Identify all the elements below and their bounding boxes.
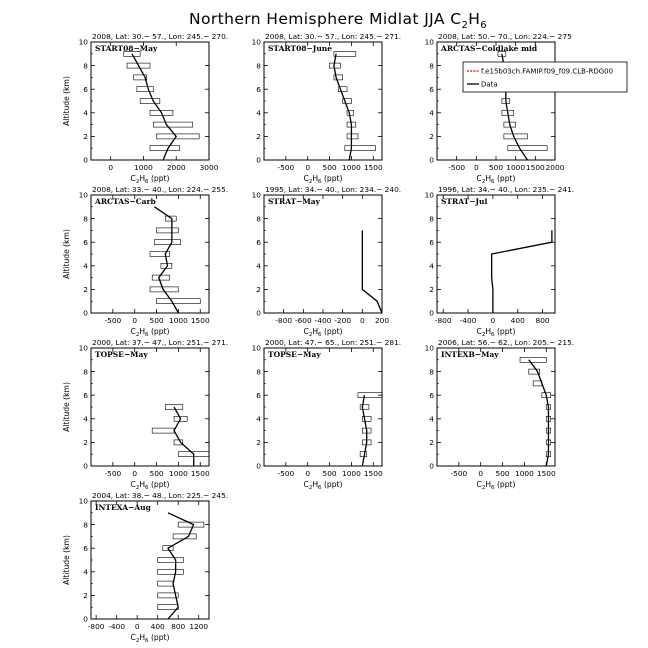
panel-header: 2006, Lat: 56.− 62., Lon: 205.− 215. xyxy=(438,338,575,347)
x-tick-label: -800 xyxy=(275,316,293,325)
x-axis-label-part: C xyxy=(130,327,136,336)
y-tick-label: 6 xyxy=(429,390,434,400)
data-profile-line xyxy=(174,407,194,466)
y-tick-label: 2 xyxy=(83,591,88,601)
data-profile-line xyxy=(334,54,351,160)
x-tick-label: 1000 xyxy=(342,163,361,172)
x-axis-label-part: (ppt) xyxy=(148,174,170,183)
range-bar xyxy=(360,405,369,410)
x-tick-label: 500 xyxy=(149,316,164,325)
x-axis-label-part: (ppt) xyxy=(494,480,516,489)
x-axis-label-part: H xyxy=(139,327,146,336)
x-tick-label: 0 xyxy=(359,316,365,325)
x-axis-label-part: H xyxy=(312,327,319,336)
panel-header: 2004, Lat: 38.− 48., Lon: 225.− 245. xyxy=(92,491,229,500)
x-tick-label: 800 xyxy=(535,316,550,325)
y-axis-label: Altitude (km) xyxy=(62,535,71,585)
x-axis-label-part: H xyxy=(485,480,492,489)
y-tick-label: 8 xyxy=(83,520,88,530)
x-axis-label-part: 2 xyxy=(308,332,313,338)
range-bar xyxy=(330,63,341,68)
panels-container xyxy=(62,32,627,644)
plot-frame xyxy=(91,348,209,466)
y-tick-label: 2 xyxy=(83,285,88,295)
x-axis-label xyxy=(131,174,170,185)
y-tick-label: 2 xyxy=(256,285,261,295)
x-axis-label xyxy=(477,174,516,185)
range-bar xyxy=(504,134,528,139)
legend-model-label: f.e15b03ch.FAMIP.f09_f09.CLB-RDG00 xyxy=(481,67,614,76)
y-tick-label: 6 xyxy=(429,237,434,247)
y-tick-label: 6 xyxy=(83,237,88,247)
range-bar xyxy=(345,146,376,151)
panel-3 xyxy=(62,185,228,338)
x-axis-label-part: 6 xyxy=(491,332,495,338)
x-tick-label: 0 xyxy=(473,163,479,172)
x-axis-label-part: C xyxy=(476,480,482,489)
panel-header: 2000, Lat: 37.− 47., Lon: 251.− 271. xyxy=(92,338,229,347)
y-tick-label: 2 xyxy=(429,132,434,142)
figure-title: Northern Hemisphere Midlat JJA $C_2H_6$ xyxy=(188,10,488,31)
y-tick-label: 0 xyxy=(256,461,261,471)
campaign-label: ARCTAS−Coldlake mid xyxy=(441,44,538,53)
x-tick-label: 400 xyxy=(510,316,525,325)
x-tick-label: 1500 xyxy=(363,163,383,172)
plot-frame xyxy=(91,501,209,619)
campaign-label: ARCTAS−Carb xyxy=(95,197,156,206)
x-axis-label-part: H xyxy=(485,327,492,336)
x-tick-label: 1000 xyxy=(342,469,361,478)
y-tick-label: 0 xyxy=(429,308,434,318)
y-tick-label: 6 xyxy=(83,84,88,94)
x-tick-label: 1000 xyxy=(169,469,188,478)
x-axis-label-part: 6 xyxy=(145,179,149,185)
y-tick-label: 10 xyxy=(251,37,261,47)
y-axis-label: Altitude (km) xyxy=(62,229,71,279)
y-tick-label: 0 xyxy=(429,155,434,165)
panel-header: 2008, Lat: 30.− 57., Lon: 245.− 270. xyxy=(92,32,229,41)
x-axis-label-part: 6 xyxy=(491,485,495,491)
x-axis-label-part: (ppt) xyxy=(148,633,170,642)
x-axis-label-part: C xyxy=(476,327,482,336)
x-tick-label: -600 xyxy=(294,316,312,325)
y-tick-label: 8 xyxy=(83,367,88,377)
x-axis-label xyxy=(304,174,343,185)
x-tick-label: 500 xyxy=(322,163,337,172)
x-tick-label: -500 xyxy=(277,469,295,478)
y-tick-label: 4 xyxy=(429,108,434,118)
x-tick-label: -500 xyxy=(104,316,122,325)
x-tick-label: -400 xyxy=(459,316,477,325)
x-axis-label-part: 6 xyxy=(145,485,149,491)
y-tick-label: 0 xyxy=(83,461,88,471)
panel-header: 1995, Lat: 34.− 40., Lon: 234.− 240. xyxy=(265,185,402,194)
y-tick-label: 2 xyxy=(429,438,434,448)
y-tick-label: 6 xyxy=(256,237,261,247)
y-tick-label: 10 xyxy=(78,190,88,200)
range-bar xyxy=(157,299,201,304)
range-bar xyxy=(157,228,179,233)
y-tick-label: 0 xyxy=(429,461,434,471)
range-bar xyxy=(360,452,367,457)
y-tick-label: 4 xyxy=(256,108,261,118)
x-tick-label: 3000 xyxy=(199,163,219,172)
x-axis-label-part: (ppt) xyxy=(321,327,343,336)
campaign-label: STRAT−Jul xyxy=(441,197,488,206)
range-bar xyxy=(158,558,184,563)
range-bar xyxy=(152,275,169,280)
campaign-label: START08−June xyxy=(268,44,333,53)
campaign-label: STRAT−May xyxy=(268,197,321,206)
y-tick-label: 8 xyxy=(429,61,434,71)
panel-header: 2008, Lat: 30.− 57., Lon: 245.− 271. xyxy=(265,32,402,41)
plot-frame xyxy=(437,348,555,466)
y-tick-label: 4 xyxy=(83,567,88,577)
x-axis-label-part: H xyxy=(312,480,319,489)
y-tick-label: 8 xyxy=(256,214,261,224)
range-bar xyxy=(158,581,173,586)
y-tick-label: 6 xyxy=(256,84,261,94)
y-tick-label: 0 xyxy=(83,155,88,165)
x-tick-label: 200 xyxy=(374,316,390,325)
y-tick-label: 4 xyxy=(429,414,434,424)
y-tick-label: 10 xyxy=(424,190,434,200)
range-bar xyxy=(158,569,184,574)
y-tick-label: 4 xyxy=(83,414,88,424)
x-axis-label-part: C xyxy=(130,174,136,183)
x-tick-label: 0 xyxy=(134,622,140,631)
x-axis-label-part: (ppt) xyxy=(148,480,170,489)
x-axis-label-part: H xyxy=(139,633,146,642)
x-axis-label-part: H xyxy=(139,480,146,489)
x-tick-label: -500 xyxy=(448,163,466,172)
y-axis-label: Altitude (km) xyxy=(62,382,71,432)
x-axis-label-part: 2 xyxy=(308,485,313,491)
plot-frame xyxy=(91,42,209,160)
range-bar xyxy=(347,134,358,139)
x-tick-label: -800 xyxy=(434,316,452,325)
panel-7 xyxy=(252,338,402,491)
y-tick-label: 10 xyxy=(424,343,434,353)
x-tick-label: 500 xyxy=(149,469,164,478)
x-tick-label: 0 xyxy=(478,469,484,478)
x-axis-label-part: C xyxy=(303,174,309,183)
x-tick-label: 800 xyxy=(171,622,186,631)
x-tick-label: 0 xyxy=(132,316,138,325)
panel-header: 2008, Lat: 33.− 40., Lon: 224.− 255. xyxy=(92,185,229,194)
x-axis-label-part: 6 xyxy=(491,179,495,185)
y-tick-label: 2 xyxy=(429,285,434,295)
y-tick-label: 8 xyxy=(256,61,261,71)
x-tick-label: 1000 xyxy=(169,316,188,325)
y-tick-label: 2 xyxy=(83,132,88,142)
x-axis-label xyxy=(131,480,170,491)
y-tick-label: 10 xyxy=(424,37,434,47)
plot-frame xyxy=(437,42,555,160)
panel-0 xyxy=(62,32,228,185)
range-bar xyxy=(150,146,180,151)
x-axis-label-part: 2 xyxy=(481,332,486,338)
x-tick-label: -500 xyxy=(277,163,295,172)
x-axis-label-part: H xyxy=(312,174,319,183)
x-axis-label-part: 2 xyxy=(481,485,486,491)
panel-5 xyxy=(425,185,575,338)
x-tick-label: -400 xyxy=(314,316,332,325)
x-axis-label xyxy=(131,633,170,644)
data-profile-line xyxy=(132,54,176,160)
plot-frame xyxy=(437,195,555,313)
y-tick-label: 2 xyxy=(83,438,88,448)
campaign-label: INTEXB−May xyxy=(441,350,499,359)
y-tick-label: 0 xyxy=(83,308,88,318)
x-axis-label-part: 6 xyxy=(318,332,322,338)
plot-frame xyxy=(264,348,382,466)
range-bar xyxy=(152,428,174,433)
y-tick-label: 2 xyxy=(256,132,261,142)
y-tick-label: 6 xyxy=(256,390,261,400)
y-tick-label: 10 xyxy=(251,190,261,200)
panel-header: 2000, Lat: 47.− 65., Lon: 251.− 281. xyxy=(265,338,402,347)
x-axis-label xyxy=(477,327,516,338)
x-tick-label: 0 xyxy=(132,469,138,478)
range-bar xyxy=(154,240,180,245)
x-axis-label-part: 2 xyxy=(135,638,140,644)
x-tick-label: 1500 xyxy=(363,469,383,478)
plot-frame xyxy=(264,195,382,313)
x-tick-label: 1000 xyxy=(134,163,153,172)
x-tick-label: 400 xyxy=(150,622,165,631)
x-tick-label: 1000 xyxy=(515,469,534,478)
data-profile-line xyxy=(362,230,382,313)
y-tick-label: 4 xyxy=(83,261,88,271)
x-tick-label: -800 xyxy=(87,622,105,631)
y-tick-label: 10 xyxy=(251,343,261,353)
x-axis-label xyxy=(304,327,343,338)
legend-data-label: Data xyxy=(481,80,498,89)
x-axis-label-part: 6 xyxy=(318,179,322,185)
x-tick-label: -200 xyxy=(334,316,352,325)
y-tick-label: 4 xyxy=(429,261,434,271)
panel-8 xyxy=(425,338,575,491)
data-profile-line xyxy=(168,513,194,619)
y-tick-label: 0 xyxy=(256,155,261,165)
y-tick-label: 2 xyxy=(256,438,261,448)
x-axis-label-part: H xyxy=(139,174,146,183)
range-bar xyxy=(334,51,356,56)
campaign-label: INTEXA−Aug xyxy=(95,503,151,512)
x-axis-label-part: 6 xyxy=(318,485,322,491)
x-tick-label: 1000 xyxy=(506,163,526,172)
y-tick-label: 6 xyxy=(83,390,88,400)
x-axis-label-part: (ppt) xyxy=(494,174,516,183)
x-axis-label-part: (ppt) xyxy=(321,174,343,183)
x-tick-label: 500 xyxy=(322,469,337,478)
x-tick-label: 2000 xyxy=(545,163,565,172)
range-bar xyxy=(137,87,153,92)
y-tick-label: 8 xyxy=(429,367,434,377)
y-axis-label: Altitude (km) xyxy=(62,76,71,126)
campaign-label: TOPSE−May xyxy=(95,350,148,359)
y-tick-label: 8 xyxy=(256,367,261,377)
x-tick-label: 1500 xyxy=(190,316,210,325)
x-tick-label: 0 xyxy=(305,469,311,478)
x-axis-label-part: 2 xyxy=(308,179,313,185)
x-tick-label: 500 xyxy=(488,163,504,172)
x-tick-label: -400 xyxy=(108,622,126,631)
panel-9 xyxy=(62,491,228,644)
x-axis-label-part: C xyxy=(303,327,309,336)
panel-header: 1996, Lat: 34.− 40., Lon: 235.− 241. xyxy=(438,185,575,194)
x-tick-label: 1500 xyxy=(536,469,556,478)
x-axis-label-part: 6 xyxy=(145,332,149,338)
x-axis-label-part: 6 xyxy=(145,638,149,644)
x-axis-label xyxy=(304,480,343,491)
x-axis-label-part: 2 xyxy=(481,179,486,185)
range-bar xyxy=(520,357,546,362)
y-tick-label: 10 xyxy=(78,496,88,506)
x-tick-label: 1500 xyxy=(190,469,210,478)
x-axis-label xyxy=(131,327,170,338)
x-axis-label-part: (ppt) xyxy=(494,327,516,336)
campaign-label: START08−May xyxy=(95,44,158,53)
range-bar xyxy=(140,99,160,104)
panel-1 xyxy=(252,32,402,185)
y-tick-label: 4 xyxy=(83,108,88,118)
panel-6 xyxy=(62,338,228,491)
x-axis-label-part: C xyxy=(130,633,136,642)
y-tick-label: 8 xyxy=(429,214,434,224)
data-profile-line xyxy=(362,395,366,466)
x-axis-label-part: (ppt) xyxy=(148,327,170,336)
x-axis-label-part: C xyxy=(476,174,482,183)
panel-header: 2008, Lat: 50.− 70., Lon: 224.− 275 xyxy=(438,32,572,41)
x-axis-label-part: (ppt) xyxy=(321,480,343,489)
y-tick-label: 0 xyxy=(83,614,88,624)
x-axis-label xyxy=(477,480,516,491)
y-tick-label: 8 xyxy=(83,61,88,71)
y-tick-label: 6 xyxy=(83,543,88,553)
x-axis-label-part: 2 xyxy=(135,332,140,338)
x-axis-label-part: 2 xyxy=(135,485,140,491)
range-bar xyxy=(153,122,192,127)
x-axis-label-part: C xyxy=(303,480,309,489)
x-tick-label: 0 xyxy=(490,316,496,325)
panel-4 xyxy=(252,185,402,338)
x-tick-label: 500 xyxy=(495,469,510,478)
range-bar xyxy=(158,605,179,610)
x-tick-label: 1500 xyxy=(525,163,545,172)
legend xyxy=(463,62,627,92)
x-tick-label: 2000 xyxy=(166,163,186,172)
y-tick-label: 10 xyxy=(78,37,88,47)
x-tick-label: 0 xyxy=(305,163,311,172)
plot-frame xyxy=(264,42,382,160)
y-tick-label: 4 xyxy=(256,261,261,271)
data-profile-line xyxy=(154,207,178,313)
x-axis-label-part: C xyxy=(130,480,136,489)
range-bar xyxy=(508,146,547,151)
x-axis-label-part: H xyxy=(485,174,492,183)
range-bar xyxy=(157,134,200,139)
y-tick-label: 8 xyxy=(83,214,88,224)
y-tick-label: 10 xyxy=(78,343,88,353)
y-tick-label: 0 xyxy=(256,308,261,318)
y-tick-label: 4 xyxy=(256,414,261,424)
x-tick-label: 1200 xyxy=(189,622,209,631)
x-tick-label: -500 xyxy=(450,469,468,478)
x-tick-label: 0 xyxy=(108,163,114,172)
x-tick-label: -500 xyxy=(104,469,122,478)
x-axis-label-part: 2 xyxy=(135,179,140,185)
panel-2 xyxy=(425,32,627,185)
campaign-label: TOPSE−May xyxy=(268,350,321,359)
data-profile-line xyxy=(529,360,549,466)
y-tick-label: 6 xyxy=(429,84,434,94)
data-profile-line xyxy=(492,230,552,313)
